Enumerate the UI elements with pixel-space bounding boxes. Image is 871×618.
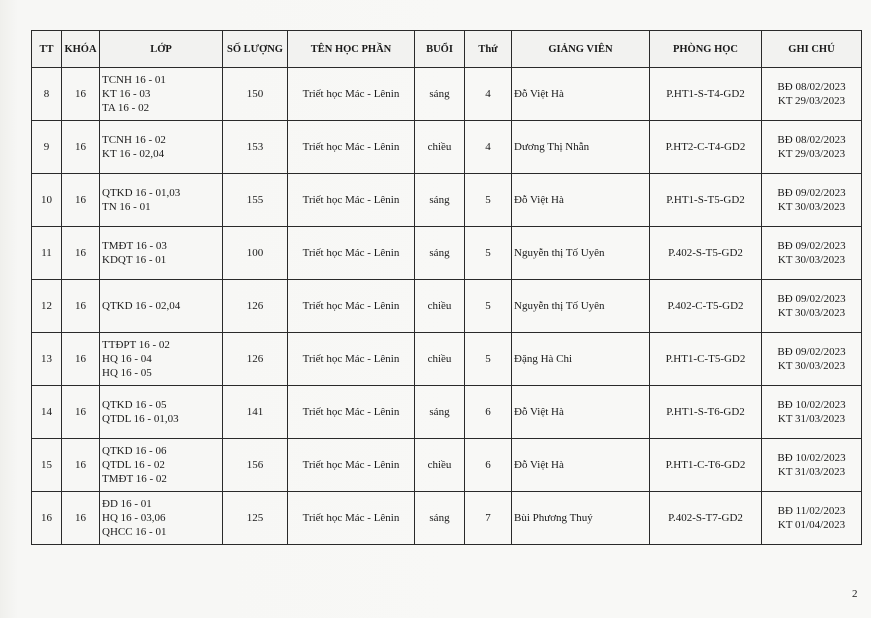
cell-lop (100, 227, 223, 280)
class-code: QTKD 16 - 05 (102, 399, 167, 411)
cell-phong-hoc: P.HT1-C-T6-GD2 (650, 439, 762, 492)
class-code: QTKD 16 - 06 (102, 445, 167, 457)
header-khoa: KHÓA (62, 31, 100, 68)
class-code: TA 16 - 02 (102, 102, 150, 114)
note-line: KT 31/03/2023 (777, 466, 846, 478)
class-code: TMĐT 16 - 02 (102, 473, 167, 485)
header-ghi-chu: GHI CHÚ (762, 31, 862, 68)
cell-khoa: 16 (62, 439, 100, 492)
cell-tt: 8 (32, 68, 62, 121)
cell-tt: 9 (32, 121, 62, 174)
note-line: BĐ 09/02/2023 (777, 293, 846, 305)
table-row (32, 333, 862, 386)
class-code: QTDL 16 - 02 (102, 459, 165, 471)
cell-so-luong: 156 (223, 439, 288, 492)
cell-so-luong: 153 (223, 121, 288, 174)
cell-ten-hoc-phan: Triết học Mác - Lênin (288, 492, 415, 545)
note-line: BĐ 08/02/2023 (777, 81, 846, 93)
cell-buoi: chiều (415, 333, 465, 386)
table-header-row (32, 31, 862, 68)
cell-ghi-chu (762, 439, 862, 492)
note-line: KT 30/03/2023 (777, 307, 846, 319)
cell-buoi: sáng (415, 174, 465, 227)
note-line: KT 30/03/2023 (777, 254, 846, 266)
cell-phong-hoc: P.HT1-S-T4-GD2 (650, 68, 762, 121)
cell-ghi-chu (762, 280, 862, 333)
note-line: KT 31/03/2023 (777, 413, 846, 425)
cell-ghi-chu (762, 227, 862, 280)
table-row (32, 121, 862, 174)
cell-lop (100, 280, 223, 333)
cell-tt: 13 (32, 333, 62, 386)
cell-khoa: 16 (62, 68, 100, 121)
class-code: QTKD 16 - 02,04 (102, 300, 181, 312)
cell-giang-vien: Đỗ Việt Hà (512, 174, 650, 227)
cell-ghi-chu (762, 174, 862, 227)
cell-so-luong: 125 (223, 492, 288, 545)
cell-thu: 4 (465, 68, 512, 121)
note-line: KT 30/03/2023 (777, 360, 846, 372)
cell-thu: 4 (465, 121, 512, 174)
note-line: BĐ 11/02/2023 (777, 505, 846, 517)
cell-tt: 11 (32, 227, 62, 280)
cell-thu: 6 (465, 386, 512, 439)
cell-so-luong: 150 (223, 68, 288, 121)
cell-giang-vien: Nguyễn thị Tố Uyên (512, 280, 650, 333)
table-row (32, 227, 862, 280)
class-code: TCNH 16 - 01 (102, 74, 166, 86)
class-code: QHCC 16 - 01 (102, 526, 167, 538)
cell-so-luong: 141 (223, 386, 288, 439)
note-line: KT 01/04/2023 (777, 519, 846, 531)
note-line: KT 29/03/2023 (777, 95, 846, 107)
cell-giang-vien: Đỗ Việt Hà (512, 68, 650, 121)
class-code: TMĐT 16 - 03 (102, 240, 167, 252)
cell-khoa: 16 (62, 386, 100, 439)
class-code: QTKD 16 - 01,03 (102, 187, 181, 199)
cell-ten-hoc-phan: Triết học Mác - Lênin (288, 174, 415, 227)
table-row (32, 386, 862, 439)
note-line: BĐ 09/02/2023 (777, 187, 846, 199)
cell-ten-hoc-phan: Triết học Mác - Lênin (288, 227, 415, 280)
cell-ghi-chu (762, 333, 862, 386)
header-giang-vien: GIẢNG VIÊN (512, 31, 650, 68)
cell-tt: 15 (32, 439, 62, 492)
schedule-table (31, 30, 862, 545)
class-code: ĐD 16 - 01 (102, 498, 152, 510)
cell-ghi-chu (762, 121, 862, 174)
cell-thu: 6 (465, 439, 512, 492)
cell-tt: 12 (32, 280, 62, 333)
cell-ten-hoc-phan: Triết học Mác - Lênin (288, 386, 415, 439)
table-body (32, 68, 862, 545)
class-code: HQ 16 - 04 (102, 353, 152, 365)
cell-so-luong: 126 (223, 333, 288, 386)
cell-ghi-chu (762, 386, 862, 439)
cell-buoi: chiều (415, 121, 465, 174)
header-lop: LỚP (100, 31, 223, 68)
cell-giang-vien: Đỗ Việt Hà (512, 439, 650, 492)
cell-phong-hoc: P.402-S-T7-GD2 (650, 492, 762, 545)
cell-lop (100, 121, 223, 174)
class-code: KDQT 16 - 01 (102, 254, 167, 266)
class-code: TN 16 - 01 (102, 201, 151, 213)
cell-phong-hoc: P.402-C-T5-GD2 (650, 280, 762, 333)
note-line: BĐ 09/02/2023 (777, 240, 846, 252)
class-code: HQ 16 - 03,06 (102, 512, 166, 524)
cell-buoi: chiều (415, 439, 465, 492)
cell-thu: 5 (465, 280, 512, 333)
note-line: KT 29/03/2023 (777, 148, 846, 160)
cell-phong-hoc: P.HT1-S-T6-GD2 (650, 386, 762, 439)
cell-lop (100, 68, 223, 121)
header-tt: TT (32, 31, 62, 68)
cell-ghi-chu (762, 68, 862, 121)
class-code: HQ 16 - 05 (102, 367, 152, 379)
header-thu: Thứ (465, 31, 512, 68)
cell-khoa: 16 (62, 333, 100, 386)
cell-phong-hoc: P.402-S-T5-GD2 (650, 227, 762, 280)
cell-phong-hoc: P.HT2-C-T4-GD2 (650, 121, 762, 174)
cell-so-luong: 126 (223, 280, 288, 333)
header-ten-hoc-phan: TÊN HỌC PHẦN (288, 31, 415, 68)
cell-lop (100, 492, 223, 545)
cell-giang-vien: Bùi Phương Thuý (512, 492, 650, 545)
cell-thu: 7 (465, 492, 512, 545)
class-code: KT 16 - 02,04 (102, 148, 165, 160)
cell-tt: 16 (32, 492, 62, 545)
table-row (32, 439, 862, 492)
note-line: KT 30/03/2023 (777, 201, 846, 213)
cell-giang-vien: Đỗ Việt Hà (512, 386, 650, 439)
note-line: BĐ 10/02/2023 (777, 452, 846, 464)
class-code: KT 16 - 03 (102, 88, 151, 100)
cell-khoa: 16 (62, 174, 100, 227)
cell-ten-hoc-phan: Triết học Mác - Lênin (288, 68, 415, 121)
table-row (32, 174, 862, 227)
cell-thu: 5 (465, 227, 512, 280)
cell-buoi: chiều (415, 280, 465, 333)
note-line: BĐ 09/02/2023 (777, 346, 846, 358)
cell-khoa: 16 (62, 227, 100, 280)
note-line: BĐ 10/02/2023 (777, 399, 846, 411)
note-line: BĐ 08/02/2023 (777, 134, 846, 146)
cell-khoa: 16 (62, 492, 100, 545)
cell-ten-hoc-phan: Triết học Mác - Lênin (288, 121, 415, 174)
cell-lop (100, 439, 223, 492)
cell-giang-vien: Dương Thị Nhẫn (512, 121, 650, 174)
cell-tt: 10 (32, 174, 62, 227)
cell-thu: 5 (465, 174, 512, 227)
cell-lop (100, 386, 223, 439)
cell-khoa: 16 (62, 280, 100, 333)
cell-so-luong: 155 (223, 174, 288, 227)
cell-ten-hoc-phan: Triết học Mác - Lênin (288, 439, 415, 492)
table-row (32, 492, 862, 545)
cell-thu: 5 (465, 333, 512, 386)
header-buoi: BUỔI (415, 31, 465, 68)
cell-giang-vien: Đặng Hà Chi (512, 333, 650, 386)
cell-tt: 14 (32, 386, 62, 439)
header-phong-hoc: PHÒNG HỌC (650, 31, 762, 68)
cell-giang-vien: Nguyễn thị Tố Uyên (512, 227, 650, 280)
cell-phong-hoc: P.HT1-S-T5-GD2 (650, 174, 762, 227)
table-row (32, 280, 862, 333)
cell-so-luong: 100 (223, 227, 288, 280)
class-code: TCNH 16 - 02 (102, 134, 166, 146)
cell-khoa: 16 (62, 121, 100, 174)
cell-ghi-chu (762, 492, 862, 545)
cell-ten-hoc-phan: Triết học Mác - Lênin (288, 280, 415, 333)
class-code: TTĐPT 16 - 02 (102, 339, 170, 351)
table-row (32, 68, 862, 121)
page-number: 2 (852, 588, 858, 600)
cell-buoi: sáng (415, 386, 465, 439)
cell-buoi: sáng (415, 227, 465, 280)
cell-ten-hoc-phan: Triết học Mác - Lênin (288, 333, 415, 386)
header-so-luong: SỐ LƯỢNG (223, 31, 288, 68)
cell-lop (100, 333, 223, 386)
cell-phong-hoc: P.HT1-C-T5-GD2 (650, 333, 762, 386)
class-code: QTDL 16 - 01,03 (102, 413, 179, 425)
cell-buoi: sáng (415, 492, 465, 545)
cell-buoi: sáng (415, 68, 465, 121)
cell-lop (100, 174, 223, 227)
